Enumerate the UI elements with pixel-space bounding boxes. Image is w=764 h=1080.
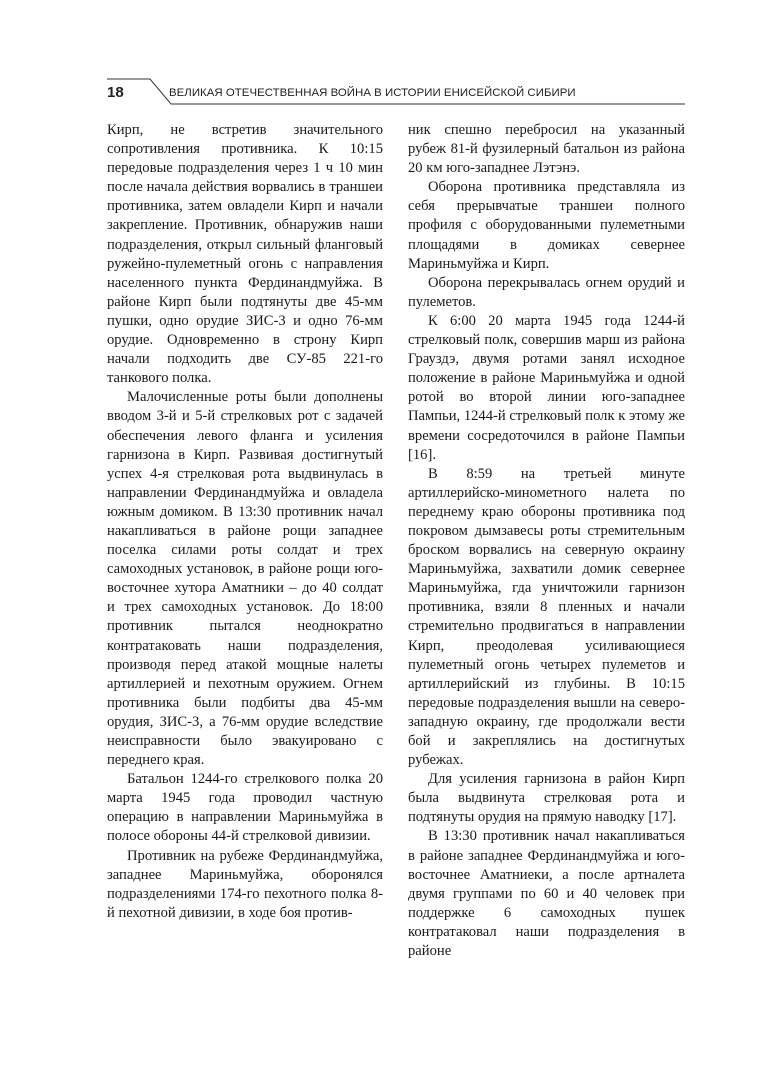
paragraph: ник спешно перебросил на указанный рубеж 81-й фузилерный батальон из района 20 км юго-западнее Лэтэнэ. (408, 122, 685, 177)
running-title: ВЕЛИКАЯ ОТЕЧЕСТВЕННАЯ ВОЙНА В ИСТОРИИ ЕНИСЕЙСКОЙ СИБИРИ (169, 87, 576, 99)
paragraph: Для усиления гарнизона в район Кирп была выдвинута стрелковая рота и подтянуты орудия на прямую наводку [17]. (408, 771, 685, 826)
paragraph: К 6:00 20 марта 1945 года 1244-й стрелковый полк, совершив марш из района Грауздэ, двумя ротами занял исходное положение в районе Мариньмуйжа и одной ротой во второй линии юго-западнее Пампьи, 1244-й стрелковый полк к этому же времени сосредоточился в районе Пампьи [16]. (408, 312, 685, 463)
paragraph: Малочисленные роты были дополнены вводом 3-й и 5-й стрелковых рот с задачей обеспечения левого фланга и усиления гарнизона в Кирп. Развивая достигнутый успех 4-я стрелковая рота выдвинулась в направлении Фердинандмуйжа и овладела южным домиком. В 13:30 противник начал накапливаться в районе рощи западнее поселка силами роты солдат и трех самоходных установок, в районе рощи юго-восточнее хутора Аматники – до 40 солдат и трех самоходных установок. До 18:00 противник пытался неоднократно контратаковать наши подразделения, производя перед атакой мощные налеты артиллерией и пехотным оружием. Огнем противника были подбиты два 45-мм орудия, ЗИС-3, а 76-мм орудие вследствие неисправности было эвакуировано с переднего края. (107, 389, 383, 769)
paragraph: Оборона противника представляла из себя прерывчатые траншеи полного профиля с оборудованными пулеметными площадями в домиках севернее Мариньмуйжа и Кирп. (408, 179, 685, 272)
right-column (408, 121, 685, 961)
header-rule (0, 0, 764, 140)
paragraph: В 8:59 на третьей минуте артиллерийско-минометного налета по переднему краю обороны противника под покровом дымзавесы роты стремительным броском ворвались на северную окраину Мариньмуйжа, захватили домик севернее Мариньмуйжа, гда уничтожили гарнизон противника, взяли 8 пленных и начали стремительно продвигаться в направлении Кирп, преодолевая усиливающиеся пулеметный огонь четырех пулеметов и артиллерийский из глубины. В 10:15 передовые подразделения вышли на северо-западную окраину, где продолжали вести бой и закреплялись на достигнутых рубежах. (408, 465, 685, 769)
page-number: 18 (107, 84, 124, 101)
paragraph: В 13:30 противник начал накапливаться в районе западнее Фердинандмуйжа и юго-восточнее Аматниеки, а после артналета двумя группами по 60 и 40 человек при поддержке 6 самоходных пушек контратаковал наши подразделения в районе (408, 828, 685, 960)
paragraph: Противник на рубеже Фердинандмуйжа, западнее Мариньмуйжа, оборонялся подразделениями 174-го пехотного полка 8-й пехотной дивизии, в ходе боя против- (107, 847, 383, 921)
paragraph: Кирп, не встретив значительного сопротивления противника. К 10:15 передовые подразделения через 1 ч 10 мин после начала действия ворвались в траншеи противника, затем овладели Кирп и начали закрепление. Противник, обнаружив наши подразделения, открыл сильный фланговый ружейно-пулеметный огонь с направления населенного пункта Фердинандмуйжа. В районе Кирп были подтянуты две 45-мм пушки, одно орудие ЗИС-3 и одно 76-мм орудие. Одновременно в строну Кирп начали подходить две СУ-85 221-го танкового полка. (107, 122, 383, 387)
left-column (107, 121, 383, 923)
paragraph: Батальон 1244-го стрелкового полка 20 марта 1945 года проводил частную операцию в направлении Мариньмуйжа в полосе обороны 44-й стрелковой дивизии. (107, 771, 383, 845)
paragraph: Оборона перекрывалась огнем орудий и пулеметов. (408, 274, 685, 310)
